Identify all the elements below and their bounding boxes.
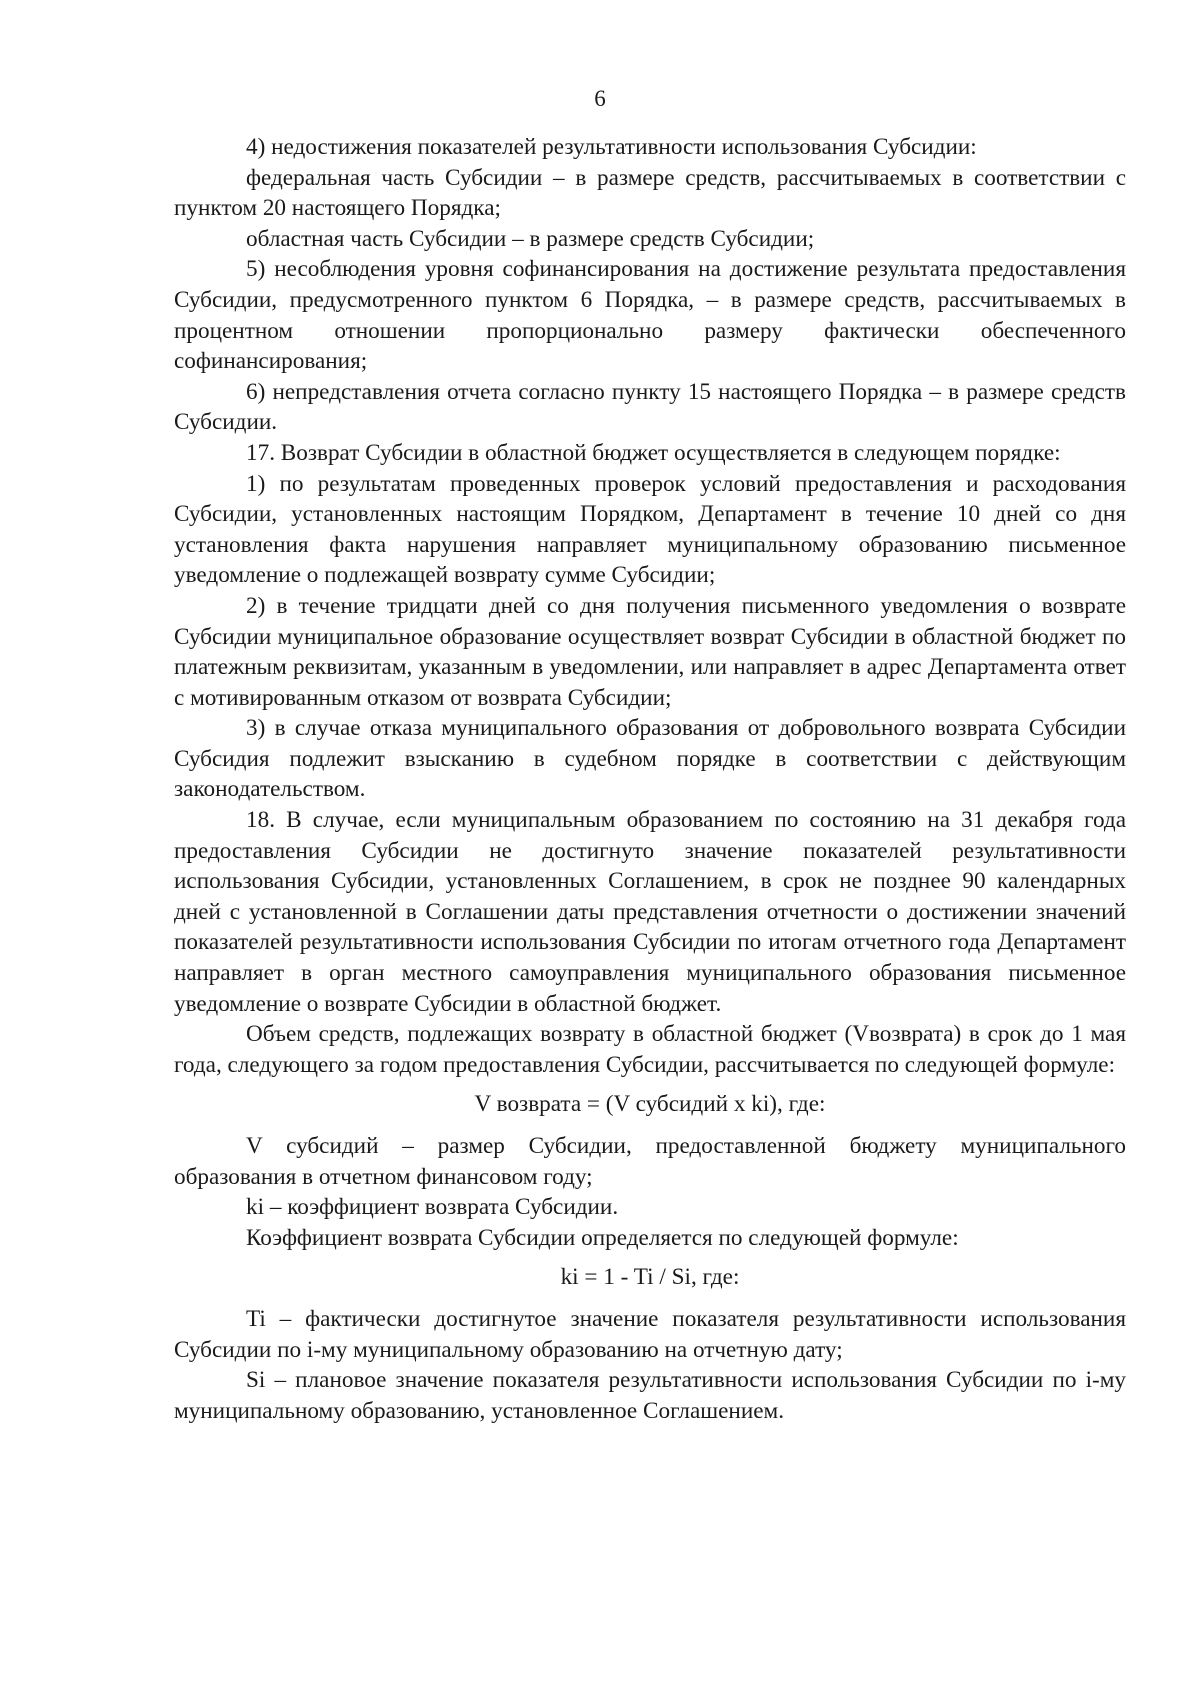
paragraph: 5) несоблюдения уровня софинансирования на достижение результата предоставления Субсидии, предусмотренного пунктом 6 Порядка, – в размере средств, рассчитываемых в процентном отношении пропорционально размеру фактически обеспеченного софинансирования; <box>174 256 1126 375</box>
paragraph: 1) по результатам проведенных проверок условий предоставления и расходования Субсидии, установленных настоящим Порядком, Департамент в течение 10 дней со дня установления факта нарушения направляет муниципальному образованию письменное уведомление о подлежащей возврату сумме Субсидии; <box>174 470 1126 589</box>
paragraph: 17. Возврат Субсидии в областной бюджет осуществляется в следующем порядке: <box>246 439 1061 466</box>
paragraph: Si – плановое значение показателя результативности использования Субсидии по i-му муниципальному образованию, установленное Соглашением. <box>174 1367 1126 1424</box>
paragraph: 18. В случае, если муниципальным образованием по состоянию на 31 декабря года предоставления Субсидии не достигнуто значение показателей результативности использования Субсидии, установленных Соглашением, в срок не позднее 90 календарных дней с установленной в Соглашении даты представления отчетности о достижении значений показателей результативности использования Субсидии по итогам отчетного года Департамент направляет в орган местного самоуправления муниципального образования письменное уведомление о возврате Субсидии в областной бюджет. <box>174 807 1126 1017</box>
paragraph: областная часть Субсидии – в размере средств Субсидии; <box>246 225 815 252</box>
page-number: 6 <box>594 86 606 111</box>
paragraph: Объем средств, подлежащих возврату в областной бюджет (Vвозврата) в срок до 1 мая года, следующего за годом предоставления Субсидии, рассчитывается по следующей формуле: <box>174 1021 1126 1078</box>
paragraph: V субсидий – размер Субсидии, предоставленной бюджету муниципального образования в отчетном финансовом году; <box>174 1133 1126 1190</box>
paragraph: Коэффициент возврата Субсидии определяется по следующей формуле: <box>246 1224 959 1251</box>
formula-refund-volume: V возврата = (V субсидий x ki), где: <box>474 1091 826 1118</box>
paragraph: ki – коэффициент возврата Субсидии. <box>246 1194 619 1221</box>
formula-refund-coefficient: ki = 1 - Ti / Si, где: <box>560 1264 740 1291</box>
paragraph: Ti – фактически достигнутое значение показателя результативности использования Субсидии по i-му муниципальному образованию на отчетную дату; <box>174 1305 1126 1363</box>
document-body <box>174 132 1126 1426</box>
paragraph: 2) в течение тридцати дней со дня получения письменного уведомления о возврате Субсидии муниципальное образование осуществляет возврат Субсидии в областной бюджет по платежным реквизитам, указанным в уведомлении, или направляет в адрес Департамента ответ с мотивированным отказом от возврата Субсидии; <box>174 592 1126 711</box>
paragraph: 6) непредставления отчета согласно пункту 15 настоящего Порядка – в размере средств Субсидии. <box>174 378 1126 436</box>
paragraph: 4) недостижения показателей результативности использования Субсидии: <box>246 134 977 160</box>
paragraph: 3) в случае отказа муниципального образования от добровольного возврата Субсидии Субсидия подлежит взысканию в судебном порядке в соответствии с действующим законодательством. <box>174 715 1126 803</box>
paragraph: федеральная часть Субсидии – в размере средств, рассчитываемых в соответствии с пунктом 20 настоящего Порядка; <box>174 164 1126 222</box>
